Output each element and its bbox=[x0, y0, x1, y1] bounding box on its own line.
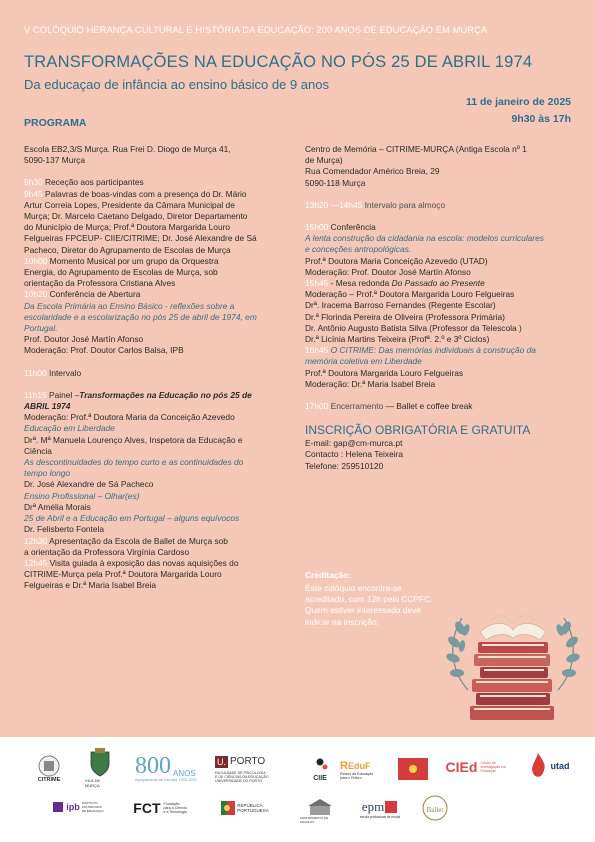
speaker: Prof.ª Doutora Maria Conceição Azevedo (UTAD) bbox=[305, 255, 488, 266]
laurel-left-icon bbox=[445, 618, 471, 690]
item-text: orientação da Professora Cristiana Alves bbox=[24, 278, 176, 289]
program-item bbox=[24, 177, 294, 188]
event-name: V COLÓQUIO HERANÇA CULTURAL E HISTÓRIA DA EDUCAÇÃO: 200 ANOS DE EDUCAÇÃO EM MURÇA bbox=[24, 25, 488, 35]
left-column bbox=[24, 144, 294, 592]
laurel-right-icon bbox=[555, 618, 581, 690]
program-item bbox=[305, 345, 575, 356]
program-item bbox=[24, 390, 294, 401]
speaker: Prof. Doutor José Martín Afonso bbox=[24, 334, 144, 345]
moderator: Moderação: Prof. Doutor José Martín Afonso bbox=[305, 266, 471, 277]
moderator: Moderação: Dr.ª Maria Isabel Breia bbox=[305, 378, 436, 389]
coat-of-arms-icon bbox=[88, 748, 112, 778]
item-text: Intervalo para almoço bbox=[364, 199, 446, 210]
registration-heading: INSCRIÇÃO OBRIGATÓRIA E GRATUITA bbox=[305, 423, 531, 438]
contact-line: Contacto : Helena Teixeira bbox=[305, 449, 404, 460]
item-text: Conferência de Abertura bbox=[49, 289, 141, 300]
ballet-emblem-icon bbox=[421, 793, 449, 823]
item-time: 11h00 bbox=[24, 367, 47, 378]
event-time: 9h30 às 17h bbox=[511, 113, 571, 125]
program-item bbox=[24, 558, 294, 569]
item-text: Visita guiada à exposição das novas aquisições do bbox=[49, 557, 239, 568]
program-item bbox=[305, 278, 575, 289]
program-item bbox=[24, 289, 294, 300]
item-text: Momento Musical por um grupo da Orquestra bbox=[49, 255, 219, 266]
programa-heading: PROGRAMA bbox=[24, 117, 87, 129]
800-anos-logo: 800 ANOS Agrupamento de Escolas 1925-2025 bbox=[135, 753, 197, 782]
item-time: 9h45 bbox=[24, 188, 43, 199]
item-text: CITRIME-Murça pela Prof.ª Doutora Margarida Louro bbox=[24, 569, 222, 580]
venue-line: Escola EB2,3/S Murça. Rua Frei D. Diogo de Murça 41, bbox=[24, 144, 231, 154]
republica-portuguesa-logo: REPÚBLICA PORTUGUESA bbox=[215, 795, 275, 821]
item-text: Murça; Dr. Marcelo Caetano Delgado, Diretor Departamento bbox=[24, 211, 248, 222]
item-time: 12h30 bbox=[24, 535, 48, 546]
ipb-logo: ipb INSTITUTO POLITÉCNICO DE BRAGANÇA bbox=[48, 795, 108, 819]
program-item bbox=[24, 256, 294, 267]
ciie-logo: CIIE bbox=[303, 747, 337, 791]
item-time: 10h20 bbox=[24, 289, 48, 300]
page-subtitle: Da educaçao de infância ao ensino básico de 9 anos bbox=[24, 77, 329, 92]
credit-text: acreditado, com 12h pelo CCPFC. bbox=[305, 594, 433, 605]
speaker: Drª. Mª Manuela Lourenço Alves, Inspetora da Educação e bbox=[24, 434, 243, 445]
murca-logo: VILA DE MURÇA bbox=[85, 747, 115, 789]
books-icon bbox=[470, 642, 554, 720]
panel-title: Transformações na Educação no pós 25 de bbox=[79, 389, 252, 400]
talk-title: memória coletiva em Liberdade bbox=[305, 356, 422, 367]
epm-mark-icon bbox=[384, 800, 398, 814]
program-item bbox=[24, 189, 294, 200]
item-text: Intervalo bbox=[49, 367, 82, 378]
panel-title: Do Passado ao Presente bbox=[391, 278, 485, 289]
speaker: Dr.ª Florinda Pereira de Oliveira (Professora Primária) bbox=[305, 311, 505, 322]
agrupamento-logo: AGRUPAMENTO DE ESCOLAS bbox=[300, 793, 340, 829]
speaker: Dr. José Alexandre de Sá Pacheco bbox=[24, 479, 154, 490]
fct-logo: FCT Fundação para a Ciência e a Tecnologia bbox=[133, 800, 187, 816]
reduf-logo: REduF Raízes da Educação para o Futuro bbox=[340, 760, 374, 780]
right-column bbox=[305, 144, 575, 472]
credit-text: Este colóquio encontra-se bbox=[305, 583, 402, 593]
talk-title: escolaridade e a escolarização no pós 25 de abril de 1974, em bbox=[24, 311, 257, 322]
cied-logo: CIEd Centro de Investigação em Educação bbox=[445, 759, 506, 775]
speaker: Ciência bbox=[24, 445, 52, 456]
speaker: Dr. Felisberto Fontela bbox=[24, 524, 105, 535]
book-stack-illustration bbox=[440, 580, 585, 730]
item-text: Receção aos participantes bbox=[44, 177, 144, 188]
item-text: Felgueiras e Dr.ª Maria Isabel Breia bbox=[24, 580, 157, 591]
speaker: Drª. Iracema Barroso Fernandes (Regente Escolar) bbox=[305, 300, 496, 311]
page-title: TRANSFORMAÇÕES NA EDUCAÇÃO NO PÓS 25 DE ABRIL 1974 bbox=[24, 53, 533, 71]
school-building-icon bbox=[307, 798, 333, 816]
item-text: do Município de Murça; Prof.ª Doutora Margarida Louro bbox=[24, 222, 231, 233]
epm-logo: epm escola profissional de murça bbox=[359, 799, 401, 819]
utad-logo: utad bbox=[518, 745, 578, 787]
item-time: 11h15 bbox=[24, 389, 47, 400]
venue-line: 5090-137 Murça bbox=[24, 155, 85, 166]
venue-line: de Murça) bbox=[305, 155, 343, 166]
item-text: Painel – bbox=[49, 389, 80, 400]
program-item bbox=[305, 222, 575, 233]
item-text: Palavras de boas-vindas com a presença do Dr. Mário bbox=[44, 188, 247, 199]
ciie-dots-icon bbox=[311, 757, 329, 775]
talk-title: e conceções antropológicas. bbox=[305, 244, 412, 255]
item-time: 15h00 bbox=[305, 222, 329, 233]
item-text: Artur Correia Lopes, Presidente da Câmara Municipal de bbox=[24, 199, 235, 210]
item-text: Conferência bbox=[330, 222, 376, 233]
talk-title: 25 de Abril e a Educação em Portugal – alguns equívocos bbox=[24, 513, 240, 524]
item-text: Apresentação da Escola de Ballet de Murça sob bbox=[49, 535, 228, 546]
item-text: - Mesa redonda bbox=[330, 278, 390, 289]
credit-text: indicar na inscrição. bbox=[305, 616, 380, 627]
credit-text: Quem estiver interessado deve bbox=[305, 605, 421, 616]
ballet-logo bbox=[420, 791, 450, 825]
item-time: 13h20 —14h45 bbox=[305, 199, 363, 210]
citrime-emblem-icon bbox=[38, 755, 60, 777]
speaker: Dr. Antônio Augusto Batista Silva (Professor da Telescola ) bbox=[305, 322, 522, 333]
item-time: 12h45 bbox=[24, 557, 48, 568]
speaker: Dr.ª Licínia Martins Teixeira (Profª. 2.º e 3º Ciclos) bbox=[305, 334, 490, 345]
utad-flame-icon bbox=[527, 751, 549, 781]
talk-title: As descontinuidades do tempo curto e as continuidades do bbox=[24, 457, 244, 468]
talk-title: Da Escola Primária ao Ensino Básico - reflexões sobre a bbox=[24, 300, 235, 311]
item-text: a orientação da Professora Virgínia Cardoso bbox=[24, 546, 190, 557]
item-text: Encerramento bbox=[330, 401, 384, 412]
flag-icon bbox=[221, 801, 235, 815]
talk-title: Portugal. bbox=[24, 323, 58, 334]
item-text: — Ballet e coffee break bbox=[385, 401, 473, 412]
talk-title: Educação em Liberdade bbox=[24, 423, 115, 434]
speaker: Prof.ª Doutora Margarida Louro Felgueiras bbox=[305, 367, 464, 378]
program-item bbox=[24, 536, 294, 547]
moderator: Moderação: Prof.ª Doutora Maria da Conceição Azevedo bbox=[24, 412, 235, 423]
talk-title: tempo longo bbox=[24, 468, 71, 479]
speaker: Drª Amélia Morais bbox=[24, 501, 91, 512]
moderator: Moderação: Prof. Doutor Carlos Balsa, IPB bbox=[24, 345, 184, 356]
item-time: 10h00 bbox=[24, 255, 48, 266]
item-text: Energia, do Agrupamento de Escolas de Murça, sob bbox=[24, 267, 218, 278]
event-date: 11 de janeiro de 2025 bbox=[465, 96, 571, 108]
program-item bbox=[24, 368, 294, 379]
item-time: 9h30 bbox=[24, 177, 43, 188]
venue-line: 5090-118 Murça bbox=[305, 177, 366, 188]
item-time: 16h45 bbox=[305, 345, 329, 356]
item-text: Felgueiras FPCEUP- CIIE/CITRIME; Dr. José Alexandre de Sá bbox=[24, 233, 257, 244]
partner-logos bbox=[0, 737, 595, 842]
credit-title: Creditação: bbox=[305, 570, 352, 580]
portugal-2030-logo bbox=[397, 755, 429, 783]
talk-title: A lenta construção da cidadania na escola: modelos curriculares bbox=[305, 233, 544, 244]
flag-emblem-icon bbox=[398, 758, 428, 780]
uporto-fpce-logo: U. PORTO FACULDADE DE PSICOLOGIA E DE CIÊNCIAS DA EDUCAÇÃO UNIVERSIDADE DO PORTO bbox=[215, 756, 269, 783]
venue-line: Centro de Memória – CITRIME-MURÇA (Antiga Escola nº 1 bbox=[305, 144, 527, 154]
talk-title: O CITRIME: Das memórias individuais à construção da bbox=[330, 345, 536, 356]
open-book-icon bbox=[480, 616, 546, 640]
panel-title: ABRIL 1974 bbox=[24, 401, 71, 412]
talk-title: Ensino Profissional – Olhar(es) bbox=[24, 490, 140, 501]
item-time: 17h00 bbox=[305, 401, 329, 412]
email-line: E-mail: gap@cm-murca.pt bbox=[305, 438, 403, 449]
program-item bbox=[305, 401, 575, 412]
ipb-mark-icon bbox=[52, 801, 64, 813]
item-time: 15h45 bbox=[305, 278, 329, 289]
ballet-label: Ballet bbox=[426, 806, 444, 814]
citrime-logo: CITRIME bbox=[33, 749, 65, 789]
phone-line: Telefone: 259510120 bbox=[305, 460, 384, 471]
venue-line: Rua Comendador Américo Breia, 29 bbox=[305, 166, 440, 177]
program-item bbox=[305, 200, 575, 211]
item-text: Pacheco, Diretor do Agrupamento de Escolas de Murça bbox=[24, 244, 231, 255]
moderator: Moderação – Prof.ª Doutora Margarida Louro Felgueiras bbox=[305, 289, 515, 300]
